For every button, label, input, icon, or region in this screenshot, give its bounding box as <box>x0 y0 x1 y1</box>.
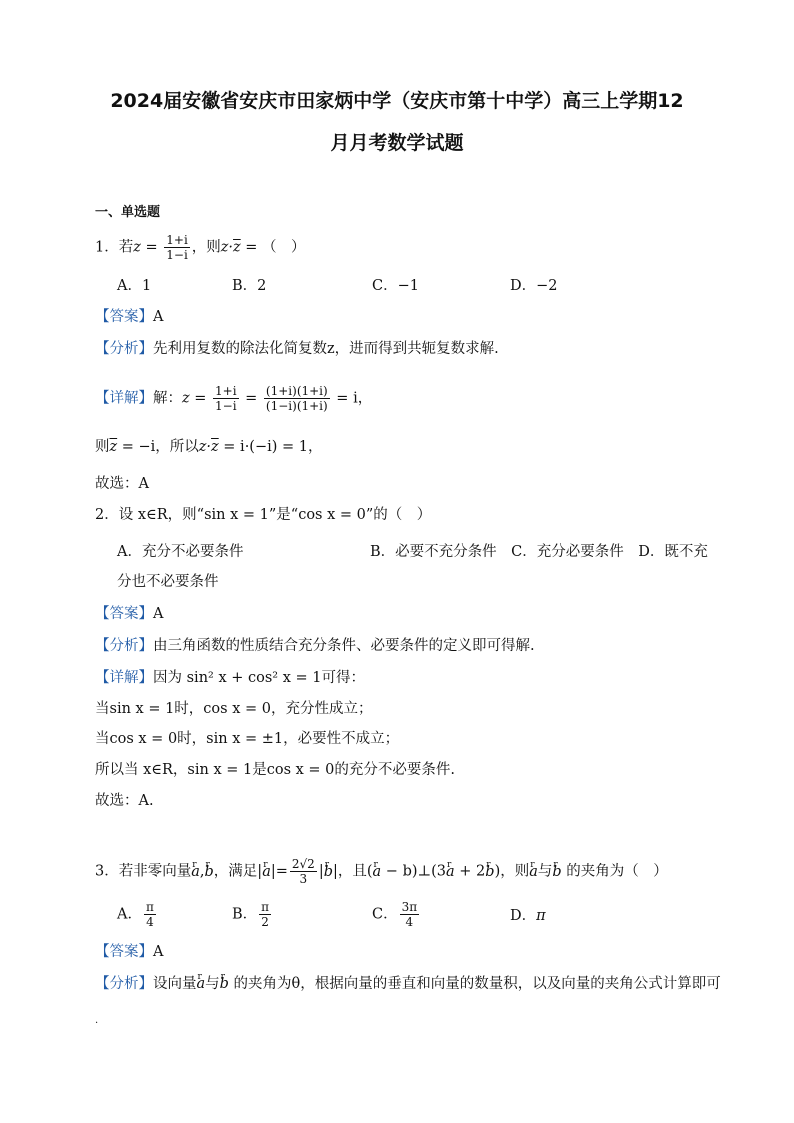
q2-stem: 2．设 x∈R，则“sin x = 1”是“cos x = 0”的（ ） <box>95 507 432 523</box>
answer-tag: 【答案】 <box>95 606 153 622</box>
q3-s7: + 2 <box>454 863 486 880</box>
q1-analysis-text: 先利用复数的除法化简复数z，进而得到共轭复数求解. <box>153 341 499 357</box>
q3-option-a-num: π <box>145 900 154 914</box>
q2-answer-value: A <box>153 606 164 622</box>
document-title-line1: 2024届安徽省安庆市田家炳中学（安庆市第十中学）高三上学期12 <box>110 90 684 112</box>
q3-option-d-value: π <box>536 908 546 924</box>
q3-frac-num: 2√2 <box>291 857 315 871</box>
q3-vec-a3: r a <box>373 864 382 880</box>
q1-z: z <box>133 239 141 256</box>
q1-tail: = （ ） <box>240 239 306 256</box>
q2-option-a: A．充分不必要条件 <box>117 544 244 560</box>
q3-option-b <box>232 900 273 929</box>
detail-tag: 【详解】 <box>95 390 153 407</box>
q1-frac-den: 1−i <box>166 248 188 262</box>
q3-vec-b4: r b <box>552 864 561 880</box>
q2-answer <box>95 604 163 624</box>
q3-s6: − b)⊥(3 <box>381 863 447 880</box>
q1-option-a: A．1 <box>117 278 152 294</box>
answer-tag: 【答案】 <box>95 944 153 960</box>
q3-answer-value: A <box>153 944 164 960</box>
q2-options-bcd: B．必要不充分条件 C．充分必要条件 D．既不充 <box>370 544 708 560</box>
q1-detail-fraction1 <box>213 384 239 413</box>
q3-option-c-label: C． <box>372 906 398 923</box>
q1-prefix: 1．若 <box>95 239 134 256</box>
q1-expr: z· <box>220 239 234 256</box>
q3-analysis-c: 的夹角为θ，根据向量的垂直和向量的数量积，以及向量的夹角公式计算即可 <box>228 976 721 992</box>
q1-analysis <box>95 339 499 359</box>
q3-vec-a5: r a <box>529 864 538 880</box>
q1-detail-f1-num: 1+i <box>215 384 237 398</box>
q1-stem <box>95 233 306 262</box>
q3-option-c-fraction <box>400 900 420 929</box>
q1-l2-c: z· <box>198 439 212 455</box>
q3-s8: )，则 <box>494 863 530 880</box>
q1-detail-fraction2 <box>264 384 330 413</box>
q1-frac-num: 1+i <box>166 233 188 247</box>
q2-detail-line2: 当cos x = 0时，sin x = ±1，必要性不成立； <box>95 731 400 747</box>
q3-option-d <box>510 904 546 925</box>
analysis-tag: 【分析】 <box>95 341 153 357</box>
q3-s3: |= <box>270 863 288 880</box>
q3-option-c <box>372 900 421 929</box>
q3-answer <box>95 942 163 962</box>
q3-s4: | <box>318 863 324 880</box>
q2-detail-line3: 所以当 x∈R，sin x = 1是cos x = 0的充分不必要条件. <box>95 762 456 778</box>
q1-l2-d: = i·(−i) = 1， <box>218 439 323 455</box>
q1-detail-f2-den: (1−i)(1+i) <box>265 399 328 413</box>
q3-option-d-label: D． <box>510 908 537 924</box>
q3-s2: ，满足| <box>213 863 263 880</box>
q3-option-a-den: 4 <box>146 915 154 929</box>
q1-choose: 故选：A <box>95 476 149 492</box>
q3-vec-b3: r b <box>485 864 494 880</box>
q3-s1: 3．若非零向量 <box>95 863 192 880</box>
q3-option-a-fraction <box>144 900 156 929</box>
q2-option-d-wrap: 分也不必要条件 <box>117 574 219 590</box>
q2-detail-line1: 当sin x = 1时，cos x = 0，充分性成立； <box>95 701 373 717</box>
q3-vec-a2: r a <box>262 864 271 880</box>
q1-detail-f2-num: (1+i)(1+i) <box>265 384 328 398</box>
q1-l2-b: = −i，所以 <box>117 439 199 455</box>
q3-s10: 的夹角为（ ） <box>561 863 668 880</box>
q3-fraction <box>290 857 317 886</box>
detail-tag: 【详解】 <box>95 670 153 686</box>
page-mark: . <box>95 1015 99 1026</box>
q1-detail-z: z = <box>182 390 212 407</box>
q3-option-b-label: B． <box>232 906 258 923</box>
q1-option-d: D．−2 <box>510 278 558 294</box>
q1-option-b: B．2 <box>232 278 267 294</box>
q3-option-b-den: 2 <box>261 915 269 929</box>
q3-option-a <box>117 900 158 929</box>
q1-l2-zbar2: $\overline{z}$ <box>211 439 219 455</box>
q1-eq: = <box>140 239 163 256</box>
q3-analysis-vec-b: r b <box>220 976 229 992</box>
q1-l2-a: 则 <box>95 439 110 455</box>
q3-vec-a: r a <box>191 864 200 880</box>
q3-option-b-num: π <box>261 900 270 914</box>
section-heading: 一、单选题 <box>95 205 161 220</box>
q3-comma: , <box>199 863 205 880</box>
q1-detail-line2 <box>95 437 323 457</box>
q2-detail-text: 因为 sin² x + cos² x = 1可得： <box>153 670 365 686</box>
q3-s9: 与 <box>537 863 553 880</box>
q1-detail <box>95 384 372 413</box>
document-title-line2: 月月考数学试题 <box>330 132 464 154</box>
q1-answer <box>95 307 163 327</box>
q3-option-c-den: 4 <box>405 915 414 929</box>
q1-l2-zbar: $\overline{z}$ <box>109 439 118 455</box>
q3-analysis-vec-a: r a <box>197 976 206 992</box>
q2-detail <box>95 668 365 688</box>
q1-answer-value: A <box>153 309 164 325</box>
q3-option-b-fraction <box>259 900 271 929</box>
q1-option-c: C．−1 <box>372 278 419 294</box>
q1-zbar: $\overline{z}$ <box>233 239 241 256</box>
analysis-tag: 【分析】 <box>95 976 153 992</box>
q3-vec-b2: r b <box>324 864 333 880</box>
q1-mid: ，则 <box>191 239 221 256</box>
q1-detail-lead: 解： <box>153 390 182 407</box>
q3-vec-b: r b <box>205 864 214 880</box>
q3-option-c-num: 3π <box>401 900 418 914</box>
q3-s5: |，且( <box>333 863 373 880</box>
answer-tag: 【答案】 <box>95 309 153 325</box>
q1-fraction <box>164 233 190 262</box>
q2-analysis-text: 由三角函数的性质结合充分条件、必要条件的定义即可得解. <box>153 638 535 654</box>
q3-option-a-label: A． <box>117 906 142 923</box>
q3-analysis-b: 与 <box>205 976 220 992</box>
q3-vec-a4: r a <box>446 864 455 880</box>
q3-analysis-a: 设向量 <box>153 976 197 992</box>
q2-choose: 故选：A. <box>95 793 154 809</box>
analysis-tag: 【分析】 <box>95 638 153 654</box>
q3-analysis <box>95 974 721 994</box>
q1-detail-eq2: = <box>240 390 262 407</box>
q1-detail-end: = i， <box>331 390 373 407</box>
q3-frac-den: 3 <box>299 872 308 886</box>
q3-stem <box>95 857 668 886</box>
q1-detail-f1-den: 1−i <box>215 399 237 413</box>
q2-analysis <box>95 636 535 656</box>
